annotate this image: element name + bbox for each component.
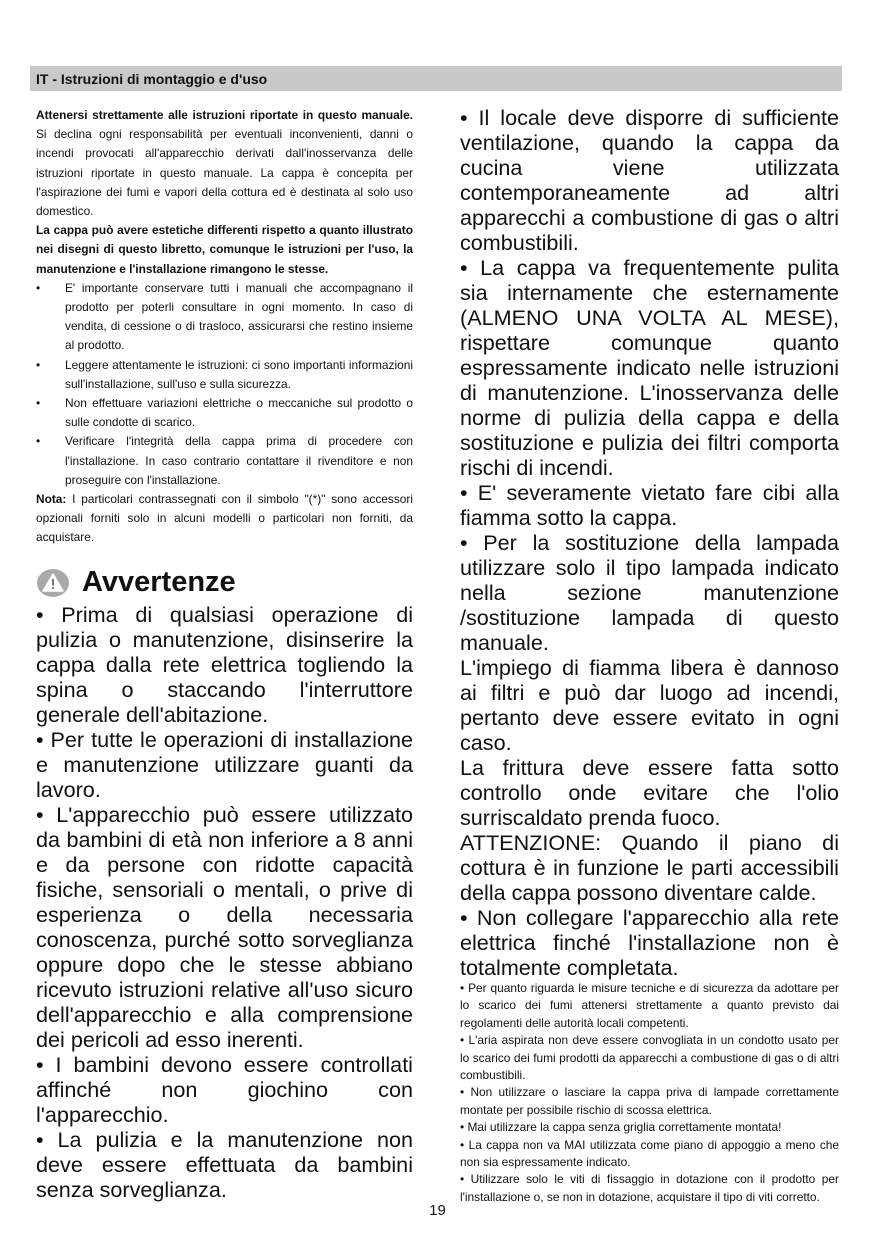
warning-heading — [36, 564, 413, 602]
warning-paragraph: • Prima di qualsiasi operazione di pulizia o manutenzione, disinserire la cappa dalla rete elettrica togliendo la spina o staccando l'interruttore generale dell'abitazione. — [36, 601, 413, 727]
list-item: • Verificare l'integrità della cappa prima di procedere con l'installazione. In caso contrario contattare il rivenditore e non proseguire con l'installazione. — [36, 434, 413, 487]
warning-paragraph: L'impiego di fiamma libera è dannoso ai filtri e può dar luogo ad incendi, pertanto deve essere evitato in ogni caso. — [460, 655, 839, 755]
nota-paragraph — [36, 490, 413, 548]
safety-note: • Per quanto riguarda le misure tecniche e di sicurezza da adottare per lo scarico dei fumi attenersi strettamente a quanto previsto dai regolamenti delle autorità locali competenti. — [460, 981, 839, 1030]
right-column — [460, 105, 839, 1206]
warning-paragraph: • La cappa va frequentemente pulita sia internamente che esternamente (ALMENO UNA VOLTA AL MESE), rispettare comunque quanto espressamente indicato nelle istruzioni di manutenzione. L'inosservanza delle norme di pulizia della cappa e della sostituzione e pulizia dei filtri comporta rischi di incendi. — [460, 255, 839, 480]
warning-paragraph: • Per la sostituzione della lampada utilizzare solo il tipo lampada indicato nella sezione manutenzione /sostituzione lampada di questo manuale. — [460, 530, 839, 655]
warning-title: Avvertenze — [82, 566, 236, 599]
left-column — [36, 106, 413, 1202]
safety-note: • Utilizzare solo le viti di fissaggio in dotazione con il prodotto per l'installazione o, se non in dotazione, acquistare il tipo di viti corretto. — [460, 1172, 839, 1204]
warning-paragraph: ATTENZIONE: Quando il piano di cottura è in funzione le parti accessibili della cappa possono diventare calde. — [460, 830, 839, 905]
warning-paragraph: • Per tutte le operazioni di installazione e manutenzione utilizzare guanti da lavoro. — [36, 726, 413, 802]
safety-note: • Mai utilizzare la cappa senza griglia correttamente montata! — [460, 1120, 782, 1135]
section-title: IT - Istruzioni di montaggio e d'uso — [36, 71, 268, 87]
safety-note: • La cappa non va MAI utilizzata come piano di appoggio a meno che non sia espressamente indicato. — [460, 1137, 839, 1170]
list-item: • Non effettuare variazioni elettriche o meccaniche sul prodotto o sulle condotte di scarico. — [36, 396, 413, 430]
list-item: • E' importante conservare tutti i manuali che accompagnano il prodotto per poterli consultare in ogni momento. In caso di vendita, di cessione o di trasloco, assicurarsi che restino insieme al prodotto. — [36, 280, 413, 353]
section-header — [30, 66, 842, 91]
warning-paragraph: • Il locale deve disporre di sufficiente ventilazione, quando la cappa da cucina viene utilizzata contemporaneamente ad altri apparecchi a combustione di gas o altri combustibili. — [460, 105, 839, 255]
safety-note: • Non utilizzare o lasciare la cappa priva di lampade correttamente montate per possibile rischio di scossa elettrica. — [460, 1085, 839, 1117]
nota-label: Nota: — [36, 492, 67, 507]
page-number: 19 — [429, 1202, 446, 1219]
intro-text: Si declina ogni responsabilità per eventuali inconvenienti, danni o incendi provocati all'apparecchio derivati dall'inosservanza delle istruzioni riportate in questo manuale. La cappa è concepita per l'aspirazione dei fumi e vapori della cottura ed è destinata al solo uso domestico. — [36, 127, 413, 219]
warning-paragraph: • E' severamente vietato fare cibi alla fiamma sotto la cappa. — [460, 480, 839, 530]
warning-paragraph: La frittura deve essere fatta sotto controllo onde evitare che l'olio surriscaldato prenda fuoco. — [460, 755, 839, 830]
warning-paragraph: • Non collegare l'apparecchio alla rete elettrica finché l'installazione non è totalmente completata. — [460, 905, 839, 980]
nota-text: I particolari contrassegnati con il simbolo "(*)" sono accessori opzionali forniti solo in alcuni modelli o particolari non forniti, da acquistare. — [36, 492, 413, 545]
warning-paragraph: • I bambini devono essere controllati affinché non giochino con l'apparecchio. — [36, 1051, 413, 1127]
list-item: • Leggere attentamente le istruzioni: ci sono importanti informazioni sull'installazione, sull'uso e sulla sicurezza. — [36, 357, 413, 391]
warning-icon — [36, 568, 70, 598]
warning-paragraph: • L'apparecchio può essere utilizzato da bambini di età non inferiore a 8 anni e da persone con ridotte capacità fisiche, sensoriali o mentali, o prive di esperienza o della necessaria conoscenza, purché sotto sorveglianza oppure dopo che le stesse abbiano ricevuto istruzioni relative all'uso sicuro dell'apparecchio e alla comprensione dei pericoli ad esso inerenti. — [36, 801, 413, 1052]
safety-note: • L'aria aspirata non deve essere convogliata in un condotto usato per lo scarico dei fumi prodotti da apparecchi a combustione di gas o di altri combustibili. — [460, 1033, 839, 1083]
aesthetics-note: La cappa può avere estetiche differenti rispetto a quanto illustrato nei disegni di questo libretto, comunque le istruzioni per l'uso, la manutenzione e l'installazione rimangono le stesse. — [36, 223, 413, 276]
intro-bold: Attenersi strettamente alle istruzioni riportate in questo manuale. — [36, 108, 413, 122]
intro-paragraph — [36, 106, 413, 221]
warning-paragraph: • La pulizia e la manutenzione non deve essere effettuata da bambini senza sorveglianza. — [36, 1126, 413, 1202]
